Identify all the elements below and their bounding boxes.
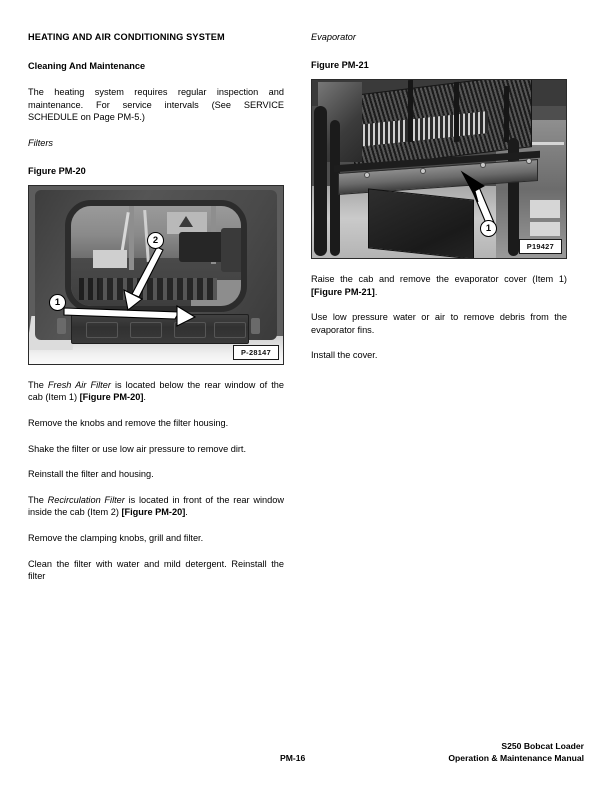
paragraph-clean-filter: Clean the filter with water and mild detergent. Reinstall the filter	[28, 558, 284, 582]
figure-pm-20-leader-lines	[29, 186, 283, 364]
figure-pm-20-image	[28, 185, 284, 365]
figure-pm-21-leader-lines	[312, 80, 566, 258]
paragraph-fresh-air-filter: The Fresh Air Filter is located below the rear window of the cab (Item 1) [Figure PM-20].	[28, 379, 284, 403]
figure-ref-pm-20-a: [Figure PM-20]	[79, 392, 144, 403]
term-fresh-air-filter: Fresh Air Filter	[47, 379, 111, 390]
paragraph-shake-filter: Shake the filter or use low air pressure to remove dirt.	[28, 443, 247, 454]
footer-page-number: PM-16	[280, 753, 306, 763]
paragraph-remove-knobs: Remove the knobs and remove the filter housing.	[28, 417, 229, 428]
paragraph-recirculation-filter: The Recirculation Filter is located in front of the rear window inside the cab (Item 2) [Figure PM-20].	[28, 494, 284, 518]
right-column	[311, 31, 567, 362]
page-title: HEATING AND AIR CONDITIONING SYSTEM	[28, 32, 225, 42]
callout-1-evaporator-cover: 1	[480, 220, 497, 237]
paragraph-raise-cab: Raise the cab and remove the evaporator cover (Item 1) [Figure PM-21].	[311, 274, 567, 297]
section-heading-cleaning-and-maintenance: Cleaning And Maintenance	[28, 61, 146, 71]
paragraph-install-cover: Install the cover.	[311, 350, 378, 361]
paragraph-remove-clamping-knobs: Remove the clamping knobs, grill and filter.	[28, 532, 204, 543]
term-recirculation-filter: Recirculation Filter	[47, 494, 125, 505]
section-heading-evaporator: Evaporator	[311, 32, 356, 42]
paragraph-reinstall-filter: Reinstall the filter and housing.	[28, 469, 154, 480]
subsection-heading-filters: Filters	[28, 137, 54, 148]
figure-pm-21-image	[311, 79, 567, 259]
figure-caption-pm-21: Figure PM-21	[311, 60, 369, 70]
left-column	[28, 31, 284, 583]
paragraph-use-low-pressure: Use low pressure water or air to remove debris from the evaporator fins.	[311, 312, 567, 335]
footer-manual-line: Operation & Maintenance Manual	[448, 752, 584, 763]
footer-model-line: S250 Bobcat Loader	[501, 741, 584, 751]
intro-paragraph: The heating system requires regular inspection and maintenance. For service intervals (See SERVICE SCHEDULE on Page PM-5.)	[28, 87, 284, 123]
footer-manual-info	[448, 741, 584, 764]
photo-id-pm-20: P-28147	[233, 345, 279, 360]
figure-caption-pm-20: Figure PM-20	[28, 165, 86, 176]
figure-ref-pm-20-b: [Figure PM-20]	[121, 507, 186, 518]
figure-ref-pm-21: [Figure PM-21]	[311, 286, 375, 297]
photo-id-pm-21: P19427	[519, 239, 562, 254]
callout-2-recirculation-filter: 2	[147, 232, 164, 249]
callout-1-fresh-air-filter: 1	[49, 294, 66, 311]
